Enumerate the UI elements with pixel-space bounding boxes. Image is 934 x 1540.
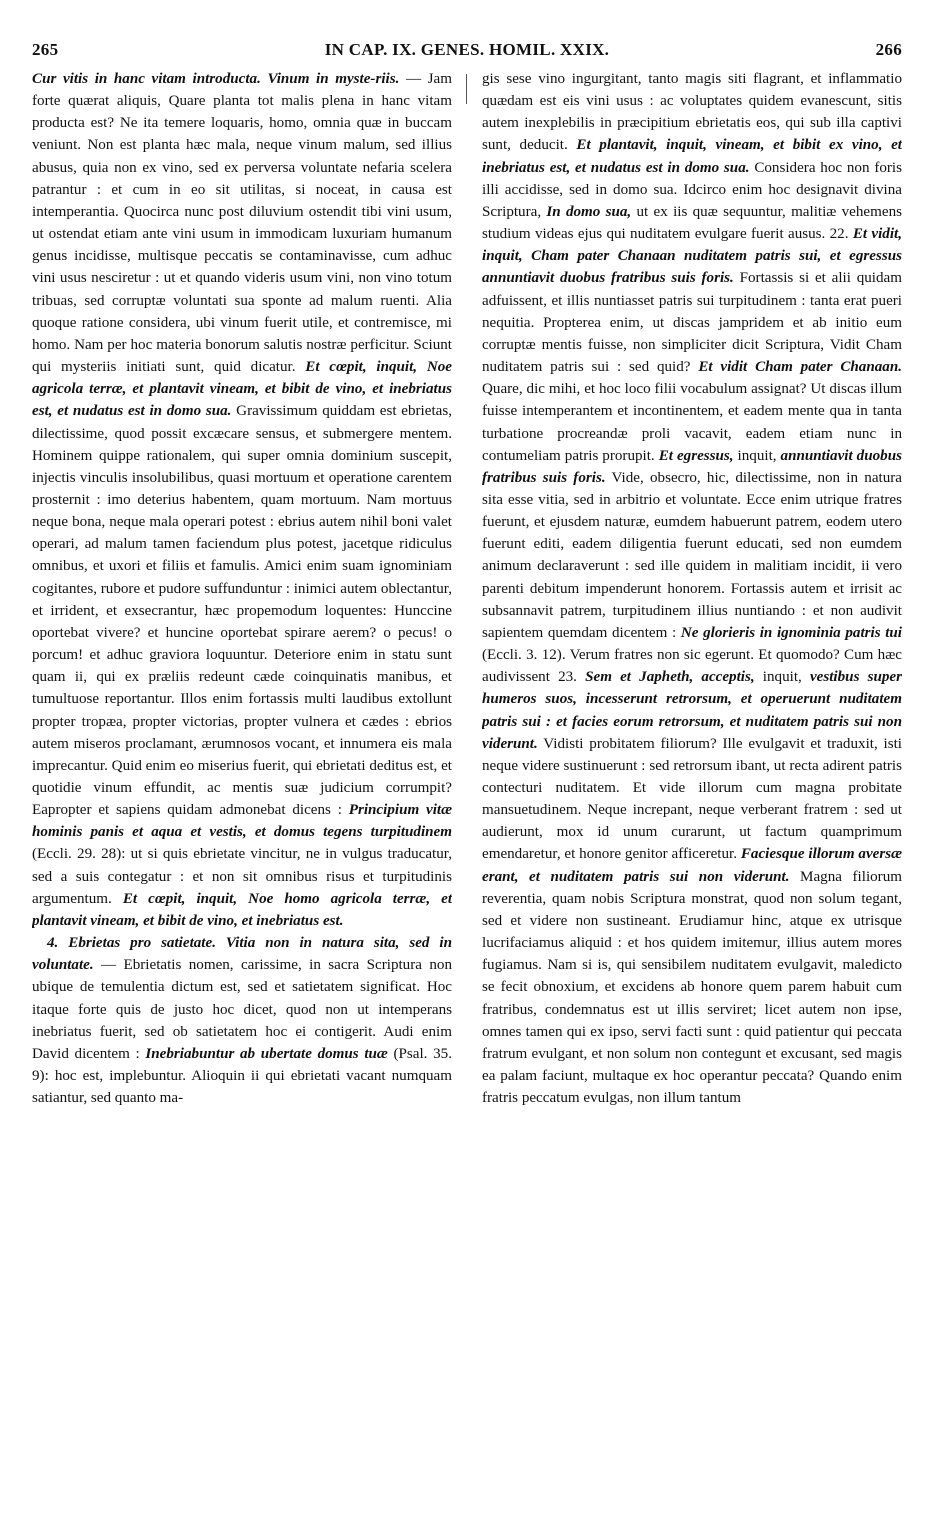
body-text: inquit,: [754, 669, 810, 686]
body-text: Vidisti probitatem filiorum? Ille evulgavit et traduxit, isti neque videre sustinuerunt : sed retrorsum ibant, ut recta adirent patris contecturi nuditatem. Et vide illorum cum magna probitate mansuetudinem. Neque increpant, neque verberant fratrem : sed ut audierunt, mox id unum curarunt, ut factum quamprimum emendaretur, et honore genitor afficeretur.: [482, 735, 902, 863]
scripture-quote: Principium vitæ hominis panis et aqua et vestis, et domus tegens turpitudinem: [32, 802, 452, 841]
scripture-quote: Et egressus,: [658, 447, 734, 464]
scripture-quote: Sem et Japheth, acceptis,: [585, 669, 755, 686]
left-column: [32, 68, 452, 1528]
right-column: [482, 68, 902, 1528]
paragraph: [32, 68, 452, 932]
body-text: Magna filiorum reverentia, quam nobis Scriptura monstrat, quod non solum tegant, sed et videre non sustineant. Erudiamur hinc, atque ex utrisque lucrifaciamus aliquid : et hos quidem imitemur, illius autem mores fugiamus. Nam si is, qui sensibilem nuditatem evulgavit, maledicto se fecit obnoxium, et excidens ab honore quem parem habuit cum fratribus, condemnatus est ut illis serviret; licet autem non ipse, omnes tamen qui ex ipso, servi facti sunt : quid patientur qui peccata fratrum evulgant, et non solum non contegunt et excusant, sed magis ea palam faciunt, multaque ex hoc operantur peccata? Quando enim fratris peccatum evulgas, non illum tantum: [482, 868, 902, 1107]
scripture-quote: Faciesque illorum aversæ erant, et nuditatem patris sui non viderunt.: [482, 846, 902, 885]
body-text: gis sese vino ingurgitant, tanto magis siti flagrant, et inflammatio quædam est eis vini usus : ac voluptates quidem evanescunt, sitis autem inexplebilis in præcipitium ebrietatis eos, qui sub illa captivi sunt, deducit.: [482, 71, 902, 154]
section-heading: Cur vitis in hanc vitam introducta. Vinum in myste-riis.: [32, 71, 400, 87]
scripture-quote: In domo sua,: [546, 203, 632, 220]
paragraph: [482, 68, 902, 1109]
scripture-quote: Et vidit Cham pater Chanaan.: [698, 359, 902, 376]
body-text: (Psal. 35. 9): hoc est, implebuntur. Alioquin ii qui ebrietati vacant numquam satiantur, sed quanto ma-: [32, 1045, 452, 1107]
scripture-quote: Ne glorieris in ignominia patris tui: [680, 624, 902, 641]
body-text: — Ebrietatis nomen, carissime, in sacra Scriptura non ubique de temulentia dictum est, sed et satietatem significat. Hoc itaque forte quis de justo hoc dicet, quod non ut intemperans inebriatus fuerit, sed ob satietatem hoc ei contigerit. Audi enim David dicentem :: [32, 957, 452, 1062]
body-text: Considera hoc non foris illi accidisse, sed in domo sua. Idcirco enim hoc designavit divina Scriptura,: [482, 159, 902, 220]
body-text: — Jam forte quærat aliquis, Quare planta tot malis plena in hanc vitam producta est? Ne ita temere loquaris, homo, omnia quæ in buccam veniunt. Non est planta hæc mala, neque vinum malum, sed illius abusus, quia non ex vino, sed ex perversa voluntate nefaria scelera patrantur : et cum in eo sit utilitas, si noceat, in causa est intemperantia. Quocirca nunc post diluvium ostendit tibi vini usum, ut ostendat etiam ante vini usum in immodicam luxuriam humanum genus incidisse, multisque peccatis se contaminavisse, cum adhuc vini usus nesciretur : ut et quando videris usum vini, non vino totum tribuas, sed corruptæ voluntati sua sponte ad malum ruenti. Alia quoque ratione considera, ubi vinum fuerit utile, et contremisce, mi homo. Nam per hoc materia bonorum salutis nostræ perficitur. Sciunt qui mysteriis initiati sunt, quid dicatur.: [32, 71, 452, 376]
scripture-quote: Inebriabuntur ab ubertate domus tuæ: [145, 1045, 388, 1062]
scripture-quote: annuntiavit duobus fratribus suis foris.: [482, 447, 902, 486]
scripture-quote: Et vidit, inquit, Cham pater Chanaan nuditatem patris sui, et egressus annuntiavit duobus fratribus suis foris.: [482, 226, 902, 287]
body-text: Gravissimum quiddam est ebrietas, dilectissime, quod possit excæcare sensus, et submergere mentem. Hominem quippe rationalem, qui super omnia dominium suscepit, injectis vinculis insolubilibus, quasi mortuum et operatione carentem prosternit : imo deterius habentem, quam mortuum. Nam mortuus neque bona, neque mala operari potest : ebrius autem nihil boni valet operari, ad malum tamen faciendum plus potest, jacetque ridiculus omnibus, et uxori et filiis et famulis. Amici enim suam ignominiam cogitantes, rubore et pudore suffunduntur : inimici autem oblectantur, et irrident, et exsecrantur, hæc propemodum loquentes: Hunccine oportebat vivere? et huncine oportebat spirare aerem? o pecus! o porcum! et adhuc graviora loquuntur. Deteriore enim in statu sunt quam ii, qui ex præliis redeunt cæde coinquinatis manibus, et tumultuose reportantur. Illos enim fortassis multi laudibus extollunt propter tropæa, propter victorias, propter vulnera et cædes : ebrios autem miseros proclamant, ærumnosos vocant, et innumera eis mala imprecantur. Quid enim eo miserius fuerit, qui ebrietati deditus est, et quotidie vinum effundit, ac mentis suæ judicium corrumpit? Eapropter et sapiens quidam admonebat dicens :: [32, 403, 452, 819]
running-title: IN CAP. IX. GENES. HOMIL. XXIX.: [324, 40, 610, 59]
scripture-quote: Et cœpit, inquit, Noe homo agricola terræ, et plantavit vineam, et bibit de vino, et inebriatus est.: [32, 890, 452, 929]
scripture-quote: Et cœpit, inquit, Noe agricola terræ, et plantavit vineam, et bibit de vino, et inebriatus est, et nudatus est in domo sua.: [32, 359, 452, 420]
body-text: Fortassis si et alii quidam adfuissent, et illis nuntiasset patris sui turpitudinem : tanta erat pueri nequitia. Propterea enim, ut discas jampridem et ab initio eum corruptæ mentis fuisse, non simpliciter dicit Scriptura, Vidit Cham nuditatem patris sui : sed quid?: [482, 270, 902, 376]
section-heading: 4. Ebrietas pro satietate. Vitia non in natura sita, sed in voluntate.: [32, 935, 452, 974]
page-number-left: 265: [32, 40, 59, 59]
body-text: inquit,: [733, 447, 781, 464]
running-header: [32, 30, 902, 60]
body-text: (Eccli. 29. 28): ut si quis ebrietate vincitur, ne in vulgus traducatur, sed a suis contegatur : et non sit omnibus risus et turpitudinis argumentum.: [32, 846, 452, 907]
scripture-quote: vestibus super humeros suos, incesserunt retrorsum, et operuerunt nuditatem patris sui : et facies eorum retrorsum, et nuditatem patris sui non viderunt.: [482, 669, 902, 752]
column-divider: [466, 74, 467, 104]
body-text: Vide, obsecro, hic, dilectissime, non in natura sita esse vitia, sed in arbitrio et voluntate. Ecce enim utrique fratres fuerunt, et ejusdem naturæ, eumdem habuerunt patrem, eodem utero fuerunt editi, eadem diligentia fuerunt educati, sed non eumdem animum declaraverunt : sed ille quidem in malitiam incidit, ii vero parenti debitum impenderunt honorem. Fortassis autem et irrisit ac subsannavit patrem, turpitudinem illius nuntiando : et non audivit sapientem quemdam dicentem :: [482, 469, 902, 641]
body-text: ut ex iis quæ sequuntur, malitiæ vehemens studium videas ejus qui nuditatem evulgare fuerit ausus. 22.: [482, 203, 902, 243]
scripture-quote: Et plantavit, inquit, vineam, et bibit ex vino, et inebriatus est, et nudatus est in domo sua.: [482, 137, 902, 176]
body-text: (Eccli. 3. 12). Verum fratres non sic egerunt. Et quomodo? Cum hæc audivissent 23.: [482, 647, 902, 686]
body-text: Quare, dic mihi, et hoc loco filii vocabulum assignat? Ut discas illum fuisse intemperantem et incontinentem, et eadem mente qua in tanta turbatione procreandæ proli vacavit, eadem etiam nunc in contumeliam patris prorupit.: [482, 381, 902, 464]
paragraph: [32, 932, 452, 1109]
page-number-right: 266: [875, 40, 902, 59]
